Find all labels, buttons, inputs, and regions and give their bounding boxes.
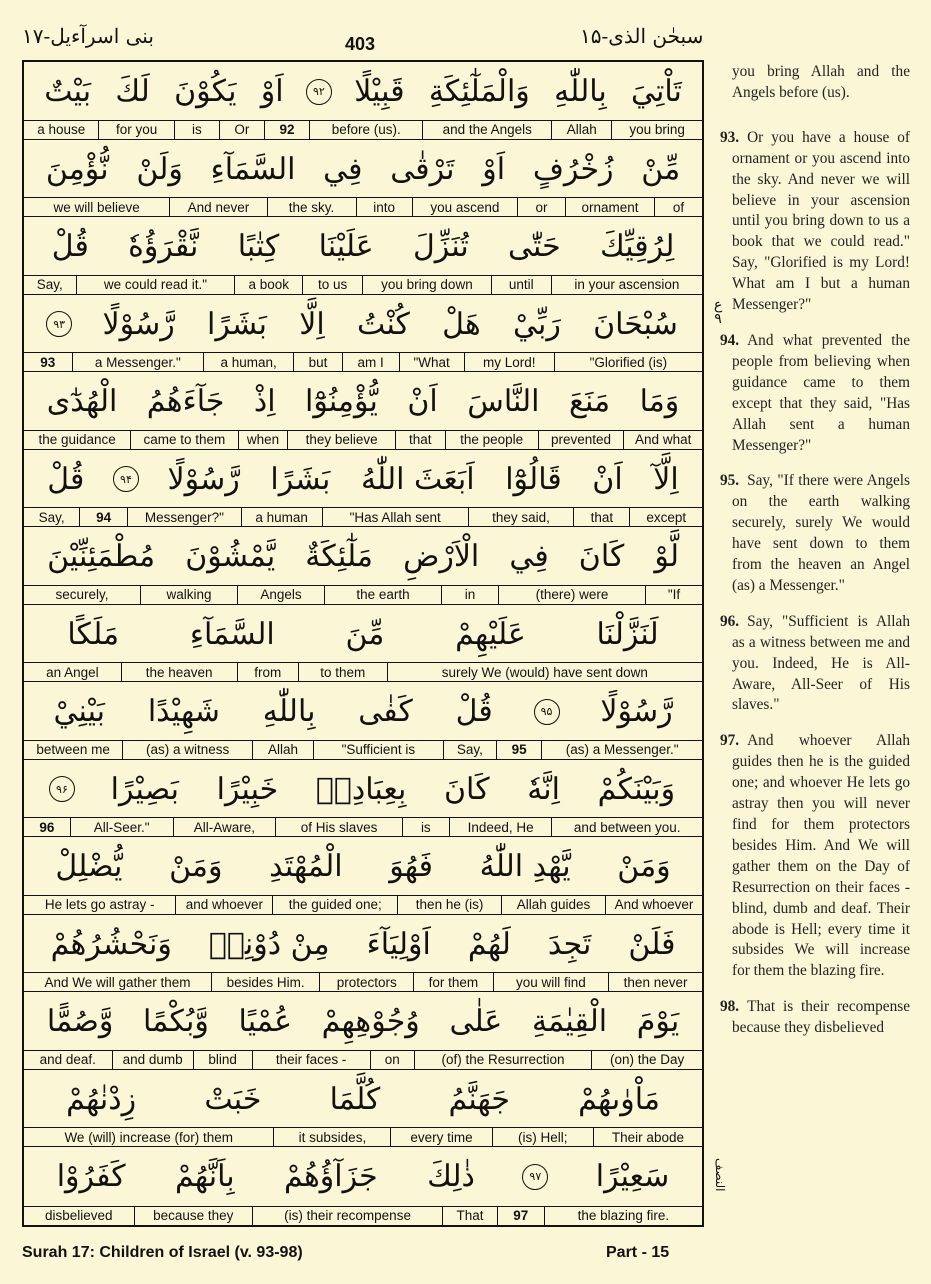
arabic-word: الْقِيٰمَةِ (531, 1004, 608, 1039)
arabic-word: اِنَّهٗ (527, 771, 560, 807)
translation-paragraph (720, 731, 910, 982)
translation-paragraph (732, 62, 910, 104)
gloss-cell: Messenger?" (127, 508, 241, 526)
gloss-cell: between me (36, 742, 110, 757)
arabic-word: وَبَيْنَكُمْ (597, 771, 676, 807)
arabic-word: يَوْمَ (636, 1004, 680, 1039)
gloss-cell: of (654, 198, 702, 216)
verse-line (24, 1147, 702, 1225)
arabic-word: اَبَعَثَ اللّٰهُ (360, 461, 475, 497)
gloss-cell: a house (37, 122, 86, 137)
arabic-word: مِّنْ (641, 151, 681, 187)
verse-line (24, 450, 702, 528)
header-page-number: 403 (345, 34, 376, 54)
gloss-cell: Their abode (593, 1128, 702, 1146)
gloss-cell: Indeed, He (449, 818, 552, 836)
gloss-cell: the earth (324, 586, 441, 604)
gloss-cell: a Messenger." (72, 353, 204, 371)
translation-text: Say, "Sufficient is Allah as a witness between me and you. Indeed, He is All-Aware, All-Seer of His slaves." (732, 612, 910, 714)
arabic-word: تَاْتِيَ (631, 74, 682, 109)
arabic-word: يَّهْدِ اللّٰهُ (479, 849, 571, 884)
arabic-word: ذٰلِكَ (427, 1159, 475, 1194)
gloss-cell: the guided one; (272, 896, 397, 914)
gloss-cell: the blazing fire. (544, 1207, 702, 1225)
translation-verse-number: 95. (720, 472, 740, 490)
verse-end-marker: ۹۳ (46, 311, 72, 337)
gloss-cell: an Angel (46, 664, 99, 680)
arabic-word: اَوْ (482, 151, 506, 187)
arabic-word: اِلَّآ (653, 461, 679, 497)
ruku-mark: ع ۹ (713, 297, 723, 327)
gloss-cell: to us (302, 276, 362, 294)
gloss-cell: they said, (468, 508, 573, 526)
gloss-cell: you will find (493, 973, 609, 991)
gloss-cell: am I (342, 353, 399, 371)
gloss-cell: ornament (565, 198, 654, 216)
arabic-word: بِاَنَّهُمْ (174, 1159, 235, 1194)
translation-paragraph (720, 997, 910, 1039)
gloss-cell: and dumb (112, 1051, 193, 1069)
english-gloss-line (24, 1050, 702, 1069)
arabic-word: قُلْ (455, 694, 493, 729)
page-header (0, 0, 931, 60)
gloss-cell: We (will) increase (for) them (64, 1129, 233, 1145)
gloss-cell: you ascend (412, 198, 517, 216)
arabic-word: قَالُوْٓا (505, 461, 562, 497)
arabic-word: فِي (323, 151, 363, 187)
arabic-word: وَمَنْ (169, 849, 223, 884)
translation-paragraph (720, 128, 910, 316)
footer-part: Part - 15 (606, 1244, 670, 1261)
arabic-word: الْاَرْضِ (403, 539, 480, 574)
arabic-word: فِي (509, 539, 549, 574)
gloss-cell: that (395, 431, 445, 449)
arabic-word: خَبَتْ (204, 1081, 262, 1117)
gloss-cell: besides Him. (211, 973, 319, 991)
arabic-word: يُّؤْمِنُوْٓا (305, 384, 378, 419)
gloss-cell: Or (219, 121, 264, 139)
gloss-cell: Say, (36, 277, 63, 292)
arabic-word: رَّسُوْلًا (102, 306, 175, 342)
gloss-cell: it subsides, (273, 1128, 390, 1146)
gloss-cell: "Glorified (is) (554, 353, 702, 371)
arabic-word: شَهِيْدًا (147, 694, 220, 729)
arabic-word: جَزَآؤُهُمْ (284, 1159, 378, 1194)
gloss-cell: my Lord! (464, 353, 554, 371)
english-gloss-line (24, 895, 702, 914)
arabic-word: وُجُوْهِهِمْ (321, 1004, 420, 1039)
gloss-cell: we could read it." (76, 276, 235, 294)
gloss-cell: (there) were (498, 586, 645, 604)
gloss-cell: from (237, 663, 298, 681)
english-gloss-line (24, 972, 702, 991)
arabic-line (24, 62, 702, 121)
verse-number-cell: 93 (40, 354, 56, 370)
verse-number-cell: 94 (79, 508, 127, 526)
arabic-word: مِّنَ (345, 616, 385, 652)
gloss-cell: Allah (252, 741, 313, 759)
arabic-word: بَيْتٌ (44, 74, 92, 109)
english-gloss-line (24, 817, 702, 836)
verse-number-cell: 97 (497, 1207, 544, 1225)
translation-paragraph (720, 471, 910, 596)
gloss-cell: He lets go astray - (44, 897, 155, 912)
arabic-word: مَلٰٓئِكَةٌ (305, 539, 373, 574)
arabic-word: رَبِّيْ (512, 306, 561, 342)
arabic-word: السَّمَآءِ (210, 151, 296, 187)
arabic-word: وَّبُكْمًا (143, 1004, 209, 1039)
arabic-word: يَكُوْنَ (174, 74, 237, 109)
english-gloss-line (24, 507, 702, 526)
gloss-cell: in your ascension (551, 276, 702, 294)
translation-text: And whoever Allah guides then he is the guided one; and whoever He lets go astray then you will never find for them protectors besides Him. And We will gather them on the Day of Resurrection on their faces - blind, dumb and deaf. Their abode is Hell; every time it subsides We will increase for them the blazing fire. (732, 732, 910, 980)
arabic-line (24, 1147, 702, 1206)
gloss-cell: they believe (287, 431, 394, 449)
english-gloss-line (24, 662, 702, 681)
verse-end-marker: ۹۴ (113, 466, 139, 492)
arabic-word: وَنَحْشُرُهُمْ (50, 926, 172, 962)
arabic-word: هَلْ (442, 306, 481, 342)
english-gloss-line (24, 352, 702, 371)
arabic-word: لَكَ (115, 74, 150, 109)
verse-line (24, 992, 702, 1070)
arabic-line (24, 915, 702, 974)
arabic-word: زِدْنٰهُمْ (66, 1081, 137, 1117)
gloss-cell: and whoever (175, 896, 272, 914)
arabic-word: بَشَرًا (207, 306, 267, 342)
arabic-word: يَّمْشُوْنَ (185, 539, 276, 574)
arabic-line (24, 140, 702, 199)
arabic-word: مَلَكًا (67, 616, 120, 652)
arabic-word: مُطْمَئِنِّيْنَ (47, 539, 156, 574)
english-gloss-line (24, 275, 702, 294)
arabic-line (24, 527, 702, 586)
gloss-cell: except (629, 508, 702, 526)
gloss-cell: (on) the Day (591, 1051, 702, 1069)
gloss-cell: for them (413, 973, 492, 991)
gloss-cell: All-Aware, (173, 818, 276, 836)
verse-number-cell: 96 (39, 819, 55, 835)
gloss-cell: we will believe (53, 199, 140, 215)
gloss-cell: in (441, 586, 498, 604)
gloss-cell: "What (399, 353, 464, 371)
gloss-cell: to them (298, 663, 387, 681)
gloss-cell: Allah guides (501, 896, 605, 914)
gloss-cell: "Has Allah sent (322, 508, 468, 526)
gloss-cell: and deaf. (39, 1052, 96, 1067)
arabic-word: كَفَرُوْا (56, 1159, 126, 1194)
gloss-cell: blind (193, 1051, 252, 1069)
gloss-cell: until (491, 276, 551, 294)
gloss-cell: (of) the Resurrection (414, 1051, 591, 1069)
gloss-cell: and the Angels (422, 121, 551, 139)
gloss-cell: All-Seer." (70, 818, 173, 836)
arabic-word: لَنَزَّلْنَا (596, 616, 659, 652)
verse-line (24, 760, 702, 838)
gloss-cell: a human (241, 508, 322, 526)
translation-verse-number: 98. (720, 998, 740, 1016)
arabic-line (24, 837, 702, 896)
gloss-cell: into (356, 198, 412, 216)
arabic-line (24, 605, 702, 664)
gloss-cell: came to them (130, 431, 237, 449)
arabic-word: قَبِيْلًا (354, 74, 405, 109)
arabic-word: بِاللّٰهِ (554, 74, 607, 109)
gloss-cell: securely, (55, 587, 109, 602)
arabic-word: اِذْ (253, 384, 276, 419)
arabic-word: قُلْ (51, 229, 89, 264)
arabic-word: اَوْلِيَآءَ (366, 926, 431, 962)
arabic-word: عَلَيْنَا (318, 229, 374, 264)
arabic-line (24, 450, 702, 509)
translation-text: And what prevented the people from believing when guidance came to them except that they said, "Has Allah sent a human Messenger?" (732, 331, 910, 454)
arabic-word: وَّصُمًّا (46, 1004, 114, 1039)
verse-line (24, 605, 702, 683)
translation-text: That is their recompense because they disbelieved (732, 998, 910, 1037)
arabic-word: وَمَا (639, 384, 680, 419)
arabic-line (24, 372, 702, 431)
gloss-cell: every time (390, 1128, 491, 1146)
gloss-cell: because they (134, 1207, 252, 1225)
verse-number-cell: 95 (496, 741, 541, 759)
english-gloss-line (24, 740, 702, 759)
arabic-word: اَوْ (260, 74, 284, 109)
translation-text: Or you have a house of ornament or you ascend into the sky. And never we will believe in your ascension until you bring down to us a book that we could read." Say, "Glorified is my Lord! What am I but a human Messenger?" (732, 128, 910, 314)
gloss-cell: prevented (538, 431, 624, 449)
arabic-word: زُخْرُفٍ (532, 151, 614, 187)
translation-text: Say, "If there were Angels on the earth walking securely, surely We would have sent down to them from the heaven an Angel (as) a Messenger." (732, 472, 910, 594)
gloss-cell: "Sufficient is (313, 741, 443, 759)
arabic-word: النَّاسَ (467, 384, 540, 419)
verse-line (24, 915, 702, 993)
arabic-word: بِعِبَادِهٖ (315, 771, 407, 807)
arabic-word: مَاْوٰىهُمْ (578, 1081, 660, 1117)
manzil-mark: النصف (713, 1158, 727, 1192)
english-gloss-line (24, 1127, 702, 1146)
arabic-word: وَالْمَلٰٓئِكَةِ (428, 74, 530, 109)
word-by-word-grid (22, 60, 704, 1227)
arabic-word: اَنْ (592, 461, 623, 497)
translation-verse-number: 93. (720, 128, 740, 146)
arabic-word: السَّمَآءِ (189, 616, 275, 652)
arabic-word: مِنْ دُوْنِهٖ (208, 926, 330, 962)
translation-text: you bring Allah and the Angels before (us). (732, 63, 910, 101)
gloss-cell: you bring (611, 121, 702, 139)
gloss-cell: for you (98, 121, 173, 139)
gloss-cell: the people (445, 431, 538, 449)
arabic-word: لَّوْ (654, 539, 679, 574)
verse-line (24, 682, 702, 760)
gloss-cell: a book (234, 276, 302, 294)
gloss-cell: And whoever (605, 896, 702, 914)
arabic-word: خَبِيْرًا (216, 771, 279, 807)
gloss-cell: then never (608, 973, 702, 991)
english-gloss-line (24, 197, 702, 216)
gloss-cell: (as) a Messenger." (541, 741, 702, 759)
arabic-word: قُلْ (47, 461, 85, 497)
header-surah-name: بنی اسرآءیل-۱۷ (22, 24, 154, 48)
arabic-word: جَهَنَّمُ (448, 1081, 510, 1117)
english-gloss-line (24, 1206, 702, 1225)
gloss-cell: Angels (237, 586, 324, 604)
arabic-word: فَهُوَ (389, 849, 433, 884)
gloss-cell: That (442, 1207, 497, 1225)
arabic-line (24, 760, 702, 819)
footer-surah: Surah 17: Children of Israel (v. 93-98) (22, 1244, 303, 1261)
arabic-word: نَّقْرَؤُهٗ (128, 229, 199, 264)
verse-end-marker: ۹۲ (306, 79, 332, 105)
english-gloss-line (24, 585, 702, 604)
gloss-cell: And never (169, 198, 266, 216)
arabic-line (24, 217, 702, 276)
gloss-cell: "If (645, 586, 702, 604)
arabic-word: لِرُقِيِّكَ (599, 229, 675, 264)
verse-end-marker: ۹۵ (534, 699, 560, 725)
header-juz-name: سبحٰن الذی-۱۵ (580, 24, 704, 48)
arabic-word: كُنْتُ (357, 306, 410, 342)
verse-end-marker: ۹۷ (522, 1164, 548, 1190)
verse-line (24, 527, 702, 605)
translation-verse-number: 94. (720, 331, 740, 349)
translation-column (720, 62, 910, 1054)
verse-line (24, 295, 702, 373)
arabic-word: سُبْحَانَ (593, 306, 678, 342)
translation-verse-number: 96. (720, 612, 740, 630)
gloss-cell: protectors (319, 973, 413, 991)
arabic-word: يُّضْلِلْ (55, 849, 123, 884)
arabic-word: حَتّٰى (508, 229, 561, 264)
arabic-word: لَهُمْ (467, 926, 511, 962)
verse-line (24, 372, 702, 450)
verse-line (24, 62, 702, 140)
gloss-cell: And We will gather them (44, 974, 191, 990)
arabic-word: عَلٰى (449, 1004, 503, 1039)
arabic-word: الْهُدٰٓى (46, 384, 118, 419)
translation-paragraph (720, 331, 910, 456)
arabic-word: مَنَعَ (568, 384, 611, 419)
arabic-word: عَلَيْهِمْ (455, 616, 526, 652)
arabic-word: تَرْقٰى (390, 151, 455, 187)
gloss-cell: the guidance (38, 432, 116, 447)
gloss-cell: the heaven (121, 663, 237, 681)
gloss-cell: when (238, 431, 288, 449)
verse-end-marker: ۹۶ (49, 776, 75, 802)
arabic-word: كَانَ (578, 539, 625, 574)
verse-line (24, 1070, 702, 1148)
gloss-cell: (as) a witness (122, 741, 252, 759)
gloss-cell: Allah (551, 121, 611, 139)
translation-verse-number: 97. (720, 732, 740, 750)
gloss-cell: disbelieved (44, 1208, 113, 1223)
gloss-cell: (is) Hell; (492, 1128, 593, 1146)
translation-paragraph (720, 612, 910, 717)
arabic-word: فَلَنْ (628, 926, 676, 962)
verse-line (24, 217, 702, 295)
arabic-word: الْمُهْتَدِ (269, 849, 343, 884)
verse-line (24, 140, 702, 218)
gloss-cell: on (370, 1051, 414, 1069)
gloss-cell: of His slaves (275, 818, 402, 836)
gloss-cell: and between you. (551, 818, 702, 836)
gloss-cell: a human, (203, 353, 293, 371)
verse-line (24, 837, 702, 915)
arabic-word: بَشَرًا (270, 461, 331, 497)
arabic-line (24, 682, 702, 741)
gloss-cell: but (293, 353, 342, 371)
arabic-line (24, 992, 702, 1051)
arabic-word: وَمَنْ (617, 849, 671, 884)
english-gloss-line (24, 120, 702, 139)
gloss-cell: the sky. (267, 198, 356, 216)
arabic-word: رَّسُوْلًا (167, 461, 240, 497)
arabic-word: جَآءَهُمُ (146, 384, 225, 419)
arabic-line (24, 295, 702, 354)
gloss-cell: before (us). (309, 121, 422, 139)
arabic-word: نُّؤْمِنَ (45, 151, 109, 187)
gloss-cell: walking (140, 586, 237, 604)
arabic-word: تُنَزِّلَ (412, 229, 469, 264)
gloss-cell: surely We (would) have sent down (387, 663, 702, 681)
gloss-cell: Say, (443, 741, 496, 759)
arabic-word: اَنْ (407, 384, 438, 419)
gloss-cell: then he (is) (397, 896, 501, 914)
gloss-cell: (is) their recompense (252, 1207, 442, 1225)
english-gloss-line (24, 430, 702, 449)
arabic-word: كَفٰى (358, 694, 413, 729)
gloss-cell: or (517, 198, 565, 216)
verse-number-cell: 92 (264, 121, 309, 139)
arabic-word: رَّسُوْلًا (600, 694, 673, 729)
arabic-word: عُمْيًا (238, 1004, 292, 1039)
gloss-cell: is (174, 121, 219, 139)
arabic-word: سَعِيْرًا (595, 1159, 670, 1194)
arabic-word: وَلَنْ (136, 151, 183, 187)
arabic-word: بَصِيْرًا (110, 771, 179, 807)
arabic-word: بِاللّٰهِ (262, 694, 316, 729)
arabic-word: بَيْنِيْ (53, 694, 105, 729)
arabic-word: اِلَّا (299, 306, 325, 342)
gloss-cell: And what (623, 431, 702, 449)
arabic-word: تَجِدَ (547, 926, 592, 962)
arabic-line (24, 1070, 702, 1129)
gloss-cell: their faces - (252, 1051, 370, 1069)
gloss-cell: is (402, 818, 449, 836)
arabic-word: كِتٰبًا (237, 229, 280, 264)
gloss-cell: that (573, 508, 629, 526)
arabic-word: كُلَّمَا (329, 1081, 381, 1117)
gloss-cell: Say, (38, 509, 65, 525)
arabic-word: كَانَ (444, 771, 490, 807)
gloss-cell: you bring down (362, 276, 490, 294)
